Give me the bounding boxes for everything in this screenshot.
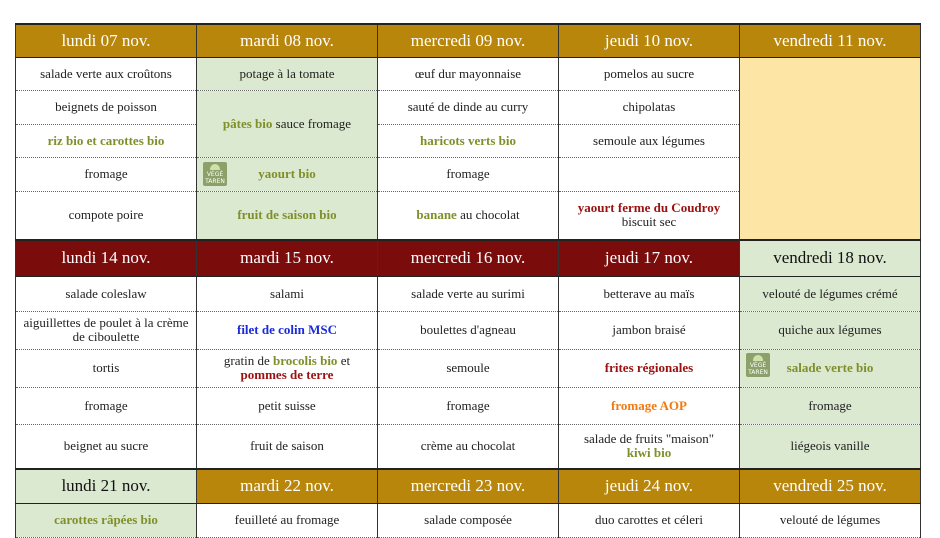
menu-text: gratin de: [223, 353, 274, 368]
menu-cell: potage à la tomate: [197, 57, 378, 90]
menu-cell: compote poire: [16, 191, 197, 240]
menu-cell: filet de colin MSC: [197, 311, 378, 349]
bio-text: kiwi bio: [626, 445, 672, 461]
day-header: mardi 22 nov.: [197, 469, 378, 503]
day-header: mercredi 23 nov.: [378, 469, 559, 503]
menu-cell: salade verte aux croûtons: [16, 57, 197, 90]
week3-entree-row: [16, 503, 921, 537]
day-header: mardi 15 nov.: [197, 240, 378, 276]
weekly-menu-table: [15, 23, 921, 538]
menu-cell: carottes râpées bio: [16, 503, 197, 537]
bio-text: salade verte bio: [786, 360, 874, 375]
menu-cell: sauté de dinde au curry: [378, 90, 559, 124]
menu-cell: velouté de légumes crémé: [740, 276, 921, 311]
day-header: lundi 07 nov.: [16, 24, 197, 57]
menu-cell: fromage AOP: [559, 387, 740, 424]
bio-text: brocolis bio: [273, 353, 338, 368]
vege-logo-icon: [203, 162, 227, 186]
menu-cell: fruit de saison bio: [197, 191, 378, 240]
week2-plat-row: [16, 311, 921, 349]
menu-text: sauce fromage: [272, 115, 352, 131]
menu-text: au chocolat: [456, 207, 520, 223]
menu-cell: [559, 191, 740, 240]
menu-text: et: [337, 353, 351, 368]
menu-cell: frites régionales: [559, 349, 740, 387]
vege-label: VÉGÉ TAREN: [205, 170, 225, 185]
menu-cell: [378, 191, 559, 240]
bio-text: pâtes bio: [222, 115, 273, 131]
day-header: vendredi 25 nov.: [740, 469, 921, 503]
bio-text: banane: [416, 207, 457, 223]
red-text: yaourt ferme du Coudroy: [577, 200, 721, 216]
week1-entree-row: [16, 57, 921, 90]
day-header: lundi 14 nov.: [16, 240, 197, 276]
menu-cell: salade verte au surimi: [378, 276, 559, 311]
vege-logo-icon: [746, 353, 770, 377]
menu-text: salade de fruits "maison": [583, 431, 715, 447]
menu-cell: beignets de poisson: [16, 90, 197, 124]
menu-cell: boulettes d'agneau: [378, 311, 559, 349]
menu-cell: fromage: [16, 157, 197, 191]
menu-cell: salami: [197, 276, 378, 311]
menu-cell: duo carottes et céleri: [559, 503, 740, 537]
menu-text: biscuit sec: [621, 214, 677, 230]
menu-cell: salade coleslaw: [16, 276, 197, 311]
week3-header-row: [16, 469, 921, 503]
menu-cell: tortis: [16, 349, 197, 387]
menu-cell: riz bio et carottes bio: [16, 124, 197, 157]
menu-cell: pomelos au sucre: [559, 57, 740, 90]
menu-cell: [740, 349, 921, 387]
menu-cell: [559, 424, 740, 469]
menu-cell: semoule: [378, 349, 559, 387]
menu-cell: [197, 157, 378, 191]
bio-text: yaourt bio: [258, 166, 316, 181]
week2-header-row: [16, 240, 921, 276]
menu-cell: jambon braisé: [559, 311, 740, 349]
week2-entree-row: [16, 276, 921, 311]
menu-cell: fruit de saison: [197, 424, 378, 469]
menu-cell: fromage: [16, 387, 197, 424]
menu-cell: haricots verts bio: [378, 124, 559, 157]
day-header: jeudi 10 nov.: [559, 24, 740, 57]
menu-cell: fromage: [378, 387, 559, 424]
day-header: vendredi 11 nov.: [740, 24, 921, 57]
menu-cell: velouté de légumes: [740, 503, 921, 537]
menu-cell: fromage: [740, 387, 921, 424]
menu-cell: fromage: [378, 157, 559, 191]
menu-cell: beignet au sucre: [16, 424, 197, 469]
menu-cell: petit suisse: [197, 387, 378, 424]
day-header: mardi 08 nov.: [197, 24, 378, 57]
day-header: mercredi 09 nov.: [378, 24, 559, 57]
menu-cell: [197, 90, 378, 157]
menu-cell: crème au chocolat: [378, 424, 559, 469]
day-header: jeudi 24 nov.: [559, 469, 740, 503]
menu-cell: liégeois vanille: [740, 424, 921, 469]
day-header: jeudi 17 nov.: [559, 240, 740, 276]
week2-laitage-row: [16, 387, 921, 424]
menu-cell: œuf dur mayonnaise: [378, 57, 559, 90]
menu-cell: salade composée: [378, 503, 559, 537]
holiday-cell: [740, 57, 921, 240]
week2-accomp-row: [16, 349, 921, 387]
menu-cell: [559, 157, 740, 191]
day-header: lundi 21 nov.: [16, 469, 197, 503]
red-text: pommes de terre: [240, 367, 334, 382]
menu-cell: aiguillettes de poulet à la crème de ciboulette: [16, 311, 197, 349]
menu-cell: chipolatas: [559, 90, 740, 124]
week2-dessert-row: [16, 424, 921, 469]
vege-label: VÉGÉ TAREN: [748, 361, 768, 376]
menu-cell: [197, 349, 378, 387]
menu-cell: betterave au maïs: [559, 276, 740, 311]
menu-cell: quiche aux légumes: [740, 311, 921, 349]
day-header: mercredi 16 nov.: [378, 240, 559, 276]
day-header: vendredi 18 nov.: [740, 240, 921, 276]
menu-cell: semoule aux légumes: [559, 124, 740, 157]
menu-cell: feuilleté au fromage: [197, 503, 378, 537]
week1-header-row: [16, 24, 921, 57]
